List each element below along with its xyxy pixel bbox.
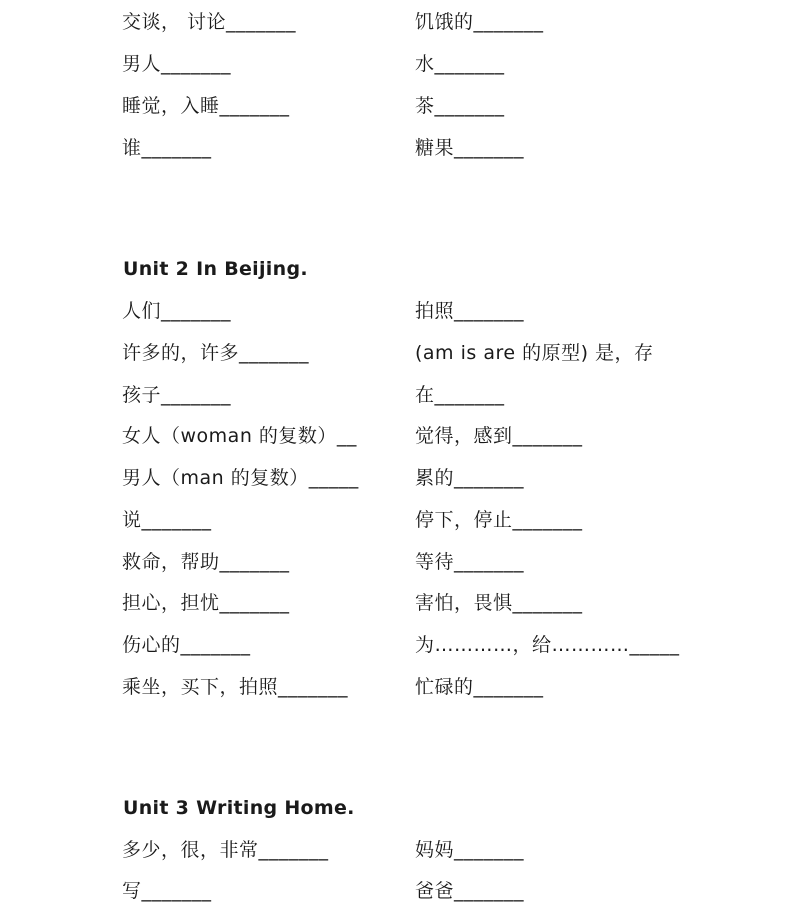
vocab-item: 许多的，许多_______ — [122, 342, 310, 364]
vocab-item: 多少，很，非常_______ — [122, 839, 329, 861]
vocab-item: 孩子_______ — [122, 384, 232, 406]
vocab-item: 伤心的_______ — [122, 634, 251, 656]
vocab-item: 在_______ — [415, 384, 505, 406]
unit-3-heading: Unit 3 Writing Home. — [123, 797, 355, 819]
vocab-item: 茶_______ — [415, 95, 505, 117]
vocab-item: 担心，担忧_______ — [122, 592, 290, 614]
vocab-item: 写_______ — [122, 880, 212, 902]
vocab-item: 人们_______ — [122, 300, 232, 322]
vocab-item: 爸爸_______ — [415, 880, 525, 902]
vocab-item: 交谈， 讨论_______ — [122, 11, 297, 33]
vocab-item: 水_______ — [415, 53, 505, 75]
vocab-item: 睡觉，入睡_______ — [122, 95, 290, 117]
vocab-item: 停下，停止_______ — [415, 509, 583, 531]
vocab-item: 累的_______ — [415, 467, 525, 489]
vocab-item: 害怕，畏惧_______ — [415, 592, 583, 614]
vocab-item: 糖果_______ — [415, 137, 525, 159]
vocab-item: 忙碌的_______ — [415, 676, 544, 698]
vocab-item: 救命，帮助_______ — [122, 551, 290, 573]
vocab-item: 觉得，感到_______ — [415, 425, 583, 447]
vocab-item: 男人_______ — [122, 53, 232, 75]
vocab-item: 妈妈_______ — [415, 839, 525, 861]
vocab-item: 等待_______ — [415, 551, 525, 573]
vocab-item: 为…………，给…………_____ — [415, 634, 680, 656]
vocab-item: 说_______ — [122, 509, 212, 531]
unit-2-heading: Unit 2 In Beijing. — [123, 258, 308, 280]
vocab-item: 饥饿的_______ — [415, 11, 544, 33]
vocab-item: 谁_______ — [122, 137, 212, 159]
vocab-item: 拍照_______ — [415, 300, 525, 322]
vocab-item: 乘坐，买下，拍照_______ — [122, 676, 349, 698]
vocab-item: (am is are 的原型) 是，存 — [415, 342, 654, 364]
vocab-item: 男人（man 的复数）_____ — [122, 467, 359, 489]
vocab-item: 女人（woman 的复数）__ — [122, 425, 357, 447]
